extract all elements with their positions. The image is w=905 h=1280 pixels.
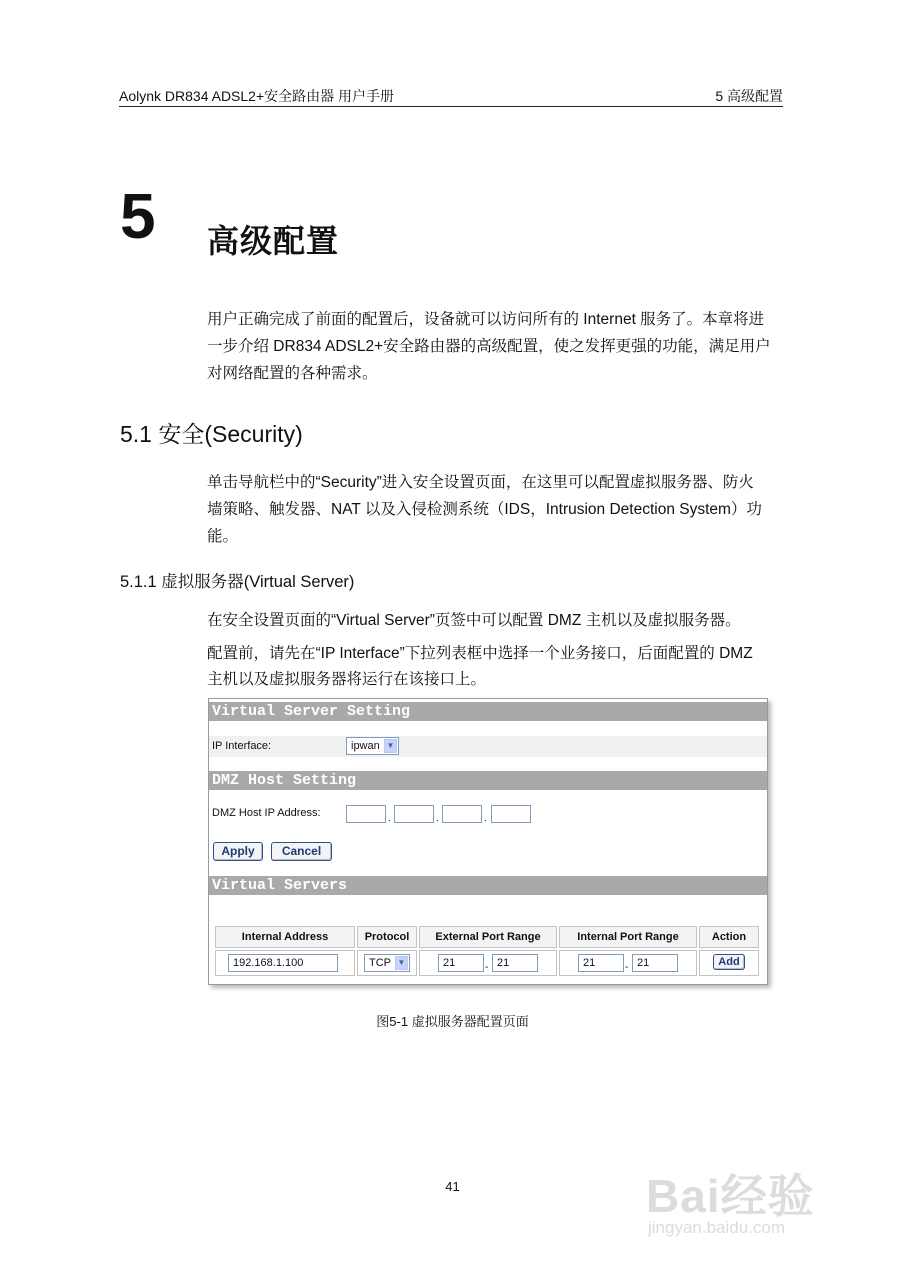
figure-caption: 图5-1 虚拟服务器配置页面 <box>376 1014 529 1029</box>
subsection-heading: 5.1.1 虚拟服务器(Virtual Server) <box>120 573 355 591</box>
range-separator: - <box>625 962 629 973</box>
ip-interface-label: IP Interface: <box>212 740 272 752</box>
subsection-para-2b: 主机以及虚拟服务器将运行在该接口上。 <box>207 671 487 688</box>
ip-dot-separator: . <box>484 813 487 824</box>
col-external-port-range: External Port Range <box>419 926 557 948</box>
col-internal-address: Internal Address <box>215 926 355 948</box>
chapter-title: 高级配置 <box>207 223 340 259</box>
add-button[interactable]: Add <box>713 954 745 970</box>
virtual-server-setting-bar: Virtual Server Setting <box>209 702 767 721</box>
internal-port-to-input[interactable]: 21 <box>632 954 678 972</box>
header-right: 5 高级配置 <box>715 88 783 104</box>
watermark-url: jingyan.baidu.com <box>648 1218 786 1237</box>
intro-line-1: 用户正确完成了前面的配置后，设备就可以访问所有的 Internet 服务了。本章将进 <box>207 311 765 328</box>
running-header <box>119 86 783 107</box>
header-left: Aolynk DR834 ADSL2+安全路由器 用户手册 <box>119 88 395 104</box>
intro-line-2: 一步介绍 DR834 ADSL2+安全路由器的高级配置，使之发挥更强的功能，满足用户 <box>207 338 771 355</box>
section-line-3: 能。 <box>207 528 239 545</box>
col-protocol: Protocol <box>357 926 417 948</box>
chapter-number: 5 <box>120 180 156 252</box>
virtual-servers-bar: Virtual Servers <box>209 876 767 895</box>
dmz-ip-octet-2[interactable] <box>394 805 434 823</box>
ip-interface-value: ipwan <box>351 740 380 752</box>
external-port-to-input[interactable]: 21 <box>492 954 538 972</box>
section-line-2: 墙策略、触发器、NAT 以及入侵检测系统（IDS，Intrusion Detection System）功 <box>207 501 762 518</box>
protocol-value: TCP <box>369 957 391 969</box>
subsection-para-1: 在安全设置页面的“Virtual Server”页签中可以配置 DMZ 主机以及虚拟服务器。 <box>207 612 741 629</box>
baidu-watermark <box>640 1148 860 1258</box>
internal-address-input[interactable]: 192.168.1.100 <box>228 954 338 972</box>
chevron-down-icon[interactable]: ▼ <box>384 739 397 753</box>
dmz-ip-octet-4[interactable] <box>491 805 531 823</box>
col-internal-port-range: Internal Port Range <box>559 926 697 948</box>
apply-button[interactable]: Apply <box>213 842 263 861</box>
cancel-button[interactable]: Cancel <box>271 842 332 861</box>
range-separator: - <box>485 962 489 973</box>
virtual-server-screenshot <box>208 698 768 985</box>
col-action: Action <box>699 926 759 948</box>
intro-line-3: 对网络配置的各种需求。 <box>207 365 378 382</box>
ip-dot-separator: . <box>436 813 439 824</box>
dmz-ip-octet-1[interactable] <box>346 805 386 823</box>
ip-interface-row <box>209 736 767 757</box>
dmz-ip-octet-3[interactable] <box>442 805 482 823</box>
internal-port-from-input[interactable]: 21 <box>578 954 624 972</box>
dmz-host-setting-bar: DMZ Host Setting <box>209 771 767 790</box>
subsection-para-2a: 配置前，请先在“IP Interface”下拉列表框中选择一个业务接口，后面配置的 DMZ <box>207 645 753 662</box>
external-port-from-input[interactable]: 21 <box>438 954 484 972</box>
ip-dot-separator: . <box>388 813 391 824</box>
table-row <box>215 950 759 976</box>
virtual-servers-table <box>213 924 761 978</box>
watermark-brand: Bai经验 <box>646 1170 815 1222</box>
dmz-host-ip-label: DMZ Host IP Address: <box>212 807 321 819</box>
page-number: 41 <box>445 1179 460 1194</box>
protocol-select[interactable] <box>364 954 410 972</box>
section-heading: 5.1 安全(Security) <box>120 421 303 447</box>
section-line-1: 单击导航栏中的“Security”进入安全设置页面，在这里可以配置虚拟服务器、防火 <box>207 474 754 491</box>
ip-interface-select[interactable] <box>346 737 399 755</box>
chevron-down-icon[interactable]: ▼ <box>395 956 408 970</box>
